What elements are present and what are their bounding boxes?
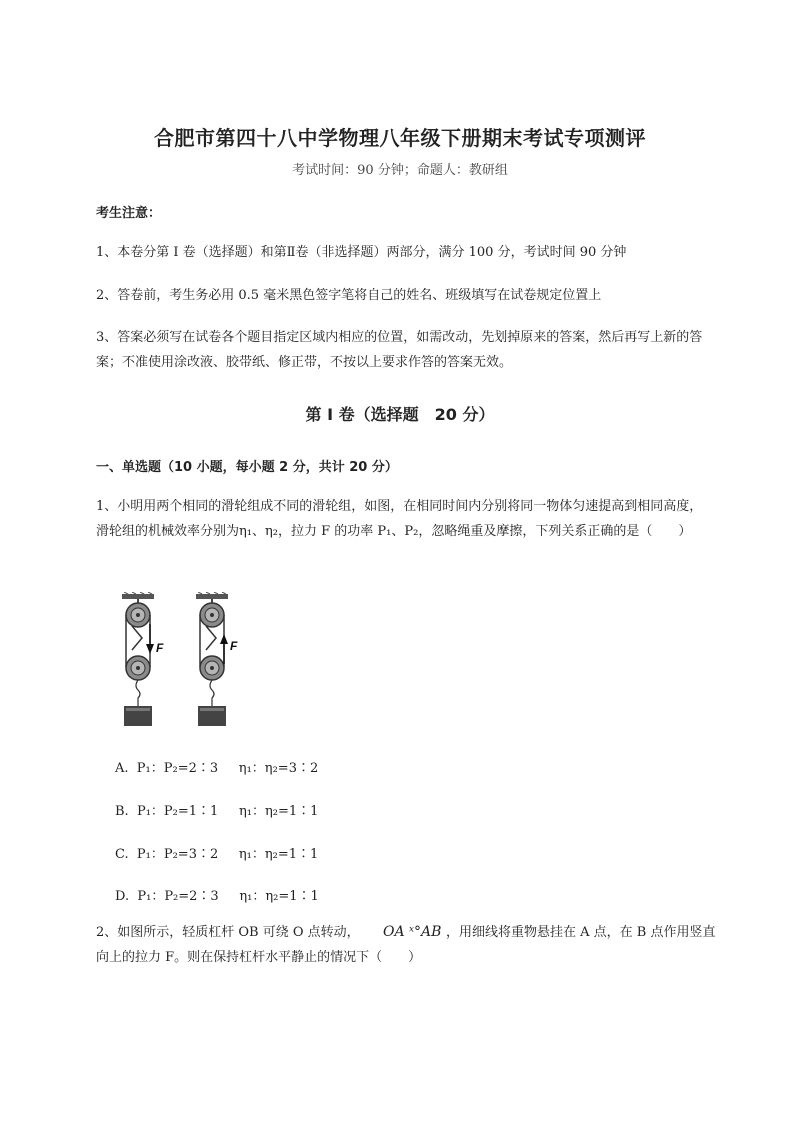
option-b[interactable]: B. P₁：P₂=1∶1 η₁：η₂=1∶1: [115, 804, 319, 819]
pulley-system-right: [196, 592, 228, 726]
option-d[interactable]: D. P₁：P₂=2∶3 η₁：η₂=1∶1: [115, 889, 319, 904]
option-c[interactable]: C. P₁：P₂=3∶2 η₁：η₂=1∶1: [115, 847, 319, 862]
part-heading: 一、单选题（10 小题，每小题 2 分，共计 20 分）: [96, 460, 398, 475]
question-1-stem: 1、小明用两个相同的滑轮组成不同的滑轮组，如图，在相同时间内分别将同一物体匀速提高到相同高度，滑轮组的机械效率分别为η₁、η₂，拉力 F 的功率 P₁、P₂，忽略绳重及摩擦，下列关系正确的是（ ）: [96, 499, 703, 539]
notice-heading: 考生注意：: [96, 206, 162, 221]
force-label-left: F: [156, 641, 164, 655]
question-2-stem-start: 2、如图所示，轻质杠杆 OB 可绕 O 点转动，: [96, 925, 360, 940]
option-a[interactable]: A. P₁：P₂=2∶3 η₁：η₂=3∶2: [115, 761, 319, 776]
exam-info: 考试时间：90 分钟；命题人：教研组: [292, 163, 508, 178]
pulley-system-left: [122, 592, 154, 726]
notice-item-2: 2、答卷前，考生务必用 0.5 毫米黑色签字笔将自己的姓名、班级填写在试卷规定位置上: [96, 288, 602, 303]
pulley-diagram: [112, 592, 252, 732]
question-2-stem-end: ，用细线将重物悬挂在 A 点，在 B 点作用竖直: [446, 925, 716, 940]
page-title: 合肥市第四十八中学物理八年级下册期末考试专项测评: [154, 126, 646, 150]
notice-item-3: 3、答案必须写在试卷各个题目指定区域内相应的位置，如需改动，先划掉原来的答案，然后再写上新的答案；不准使用涂改液、胶带纸、修正带，不按以上要求作答的答案无效。: [96, 330, 703, 370]
ratio-formula: OA ˣ°AB: [383, 924, 442, 940]
question-2-stem-line2: 向上的拉力 F。则在保持杠杆水平静止的情况下（ ）: [96, 950, 422, 965]
notice-item-1: 1、本卷分第 I 卷（选择题）和第Ⅱ卷（非选择题）两部分，满分 100 分，考试时间 90 分钟: [96, 245, 627, 260]
force-label-right: F: [230, 639, 238, 653]
section-title: 第 I 卷（选择题 20 分）: [305, 405, 495, 424]
